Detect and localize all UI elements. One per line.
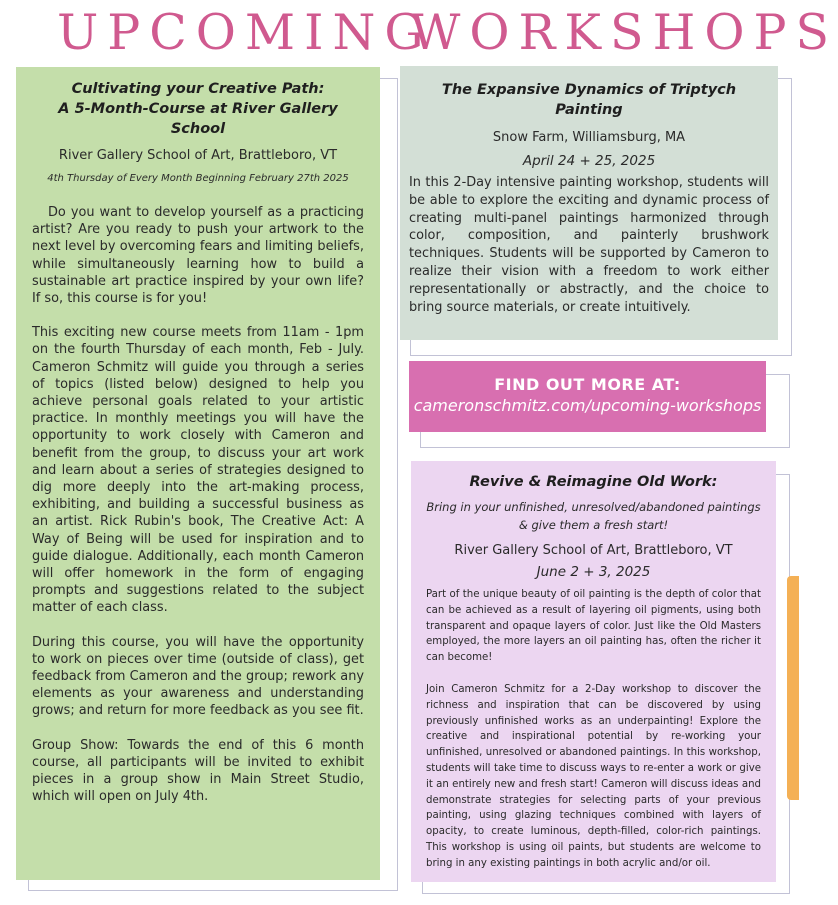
workshop-panel-triptych: [400, 66, 778, 340]
course-title-line1: Cultivating your Creative Path:: [71, 81, 325, 97]
course-panel-creative-path: [16, 67, 380, 880]
course-paragraph-group-show: Group Show: Towards the end of this 6 month course, all participants will be invited to exhibit pieces in a group show in Main Street Studio, which will open on July 4th.: [32, 737, 364, 805]
triptych-date: April 24 + 25, 2025: [522, 153, 656, 169]
course-paragraph-feedback: During this course, you will have the opportunity to work on pieces over time (outside of class), get feedback from Cameron and the group; rework any elements as your awareness and understanding grows; and return for more feedback as you see fit.: [32, 634, 364, 719]
banner-website-link[interactable]: cameronschmitz.com/upcoming-workshops: [413, 396, 762, 415]
revive-date: June 2 + 3, 2025: [536, 564, 651, 580]
triptych-title: The Expansive Dynamics of Triptych Painting: [441, 82, 737, 118]
triptych-description: In this 2-Day intensive painting workshop, students will be able to explore the exciting and dynamic process of creating multi-panel paintings harmonized through color, composition, and painterly brushwork techniques. Students will be supported by Cameron to realize their vision with a freedom to work either representationally or abstractly, and the choice to bring source materials, or create intuitively.: [409, 175, 769, 315]
course-paragraph-details: This exciting new course meets from 11am - 1pm on the fourth Thursday of each month, Feb - July. Cameron Schmitz will guide you through a series of topics (listed below) designed to help you achieve personal goals related to your artistic practice. In monthly meetings you will have the opportunity to work closely with Cameron and benefit from the group, to discuss your art work and learn about a series of strategies designed to dig more deeply into the art-making process, exhibiting, and building a successful business as an artist. Rick Rubin's book, The Creative Act: A Way of Being will be used for inspiration and to guide dialogue. Additionally, each month Cameron will offer homework in the form of engaging prompts and suggestions related to the subject matter of each class.: [32, 325, 364, 616]
revive-subtitle-line2: & give them a fresh start!: [518, 518, 669, 532]
heading-upcoming: UPCOMING: [57, 4, 433, 61]
revive-subtitle-line1: Bring in your unfinished, unresolved/abandoned paintings: [426, 500, 761, 514]
course-title-line2: A 5-Month-Course at River Gallery School: [58, 101, 338, 137]
triptych-venue: Snow Farm, Williamsburg, MA: [492, 130, 686, 145]
revive-paragraph-layering: Part of the unique beauty of oil painting is the depth of color that can be achieved as a result of layering oil pigments, using both transparent and opaque layers of color. Just like the Old Masters employed, the more layers an oil painting has, often the richer it can become!: [426, 589, 761, 664]
course-date: 4th Thursday of Every Month Beginning February 27th 2025: [47, 173, 349, 184]
course-venue: River Gallery School of Art, Brattleboro, VT: [58, 148, 338, 163]
revive-venue: River Gallery School of Art, Brattleboro, VT: [454, 543, 733, 558]
decorative-orange-edge: [787, 576, 799, 800]
revive-title: Revive & Reimagine Old Work:: [469, 474, 718, 490]
workshop-panel-revive: [411, 461, 776, 882]
find-out-more-banner: [409, 361, 766, 432]
course-paragraph-intro: Do you want to develop yourself as a practicing artist? Are you ready to push your artwork to the next level by overcoming fears and limiting beliefs, while simultaneously learning how to build a sustainable art practice inspired by your own life? If so, this course is for you!: [32, 205, 364, 307]
banner-heading: FIND OUT MORE AT:: [494, 375, 681, 394]
heading-workshops: WORKSHOPS: [410, 4, 838, 61]
revive-paragraph-workshop: Join Cameron Schmitz for a 2-Day workshop to discover the richness and inspiration that can be discovered by using previously unfinished works as an underpainting! Explore the creative and inspirational potential by re-working your unfinished, unresolved or abandoned paintings. In this workshop, students will take time to discuss ways to re-enter a work or give it an entirely new and fresh start! Cameron will discuss ideas and demonstrate strategies for selecting parts of your previous painting, using glazing techniques combined with layers of opacity, to create luminous, depth-filled, color-rich paintings. This workshop is using oil paints, but students are welcome to bring in any existing paintings in both acrylic and/or oil.: [426, 683, 761, 869]
